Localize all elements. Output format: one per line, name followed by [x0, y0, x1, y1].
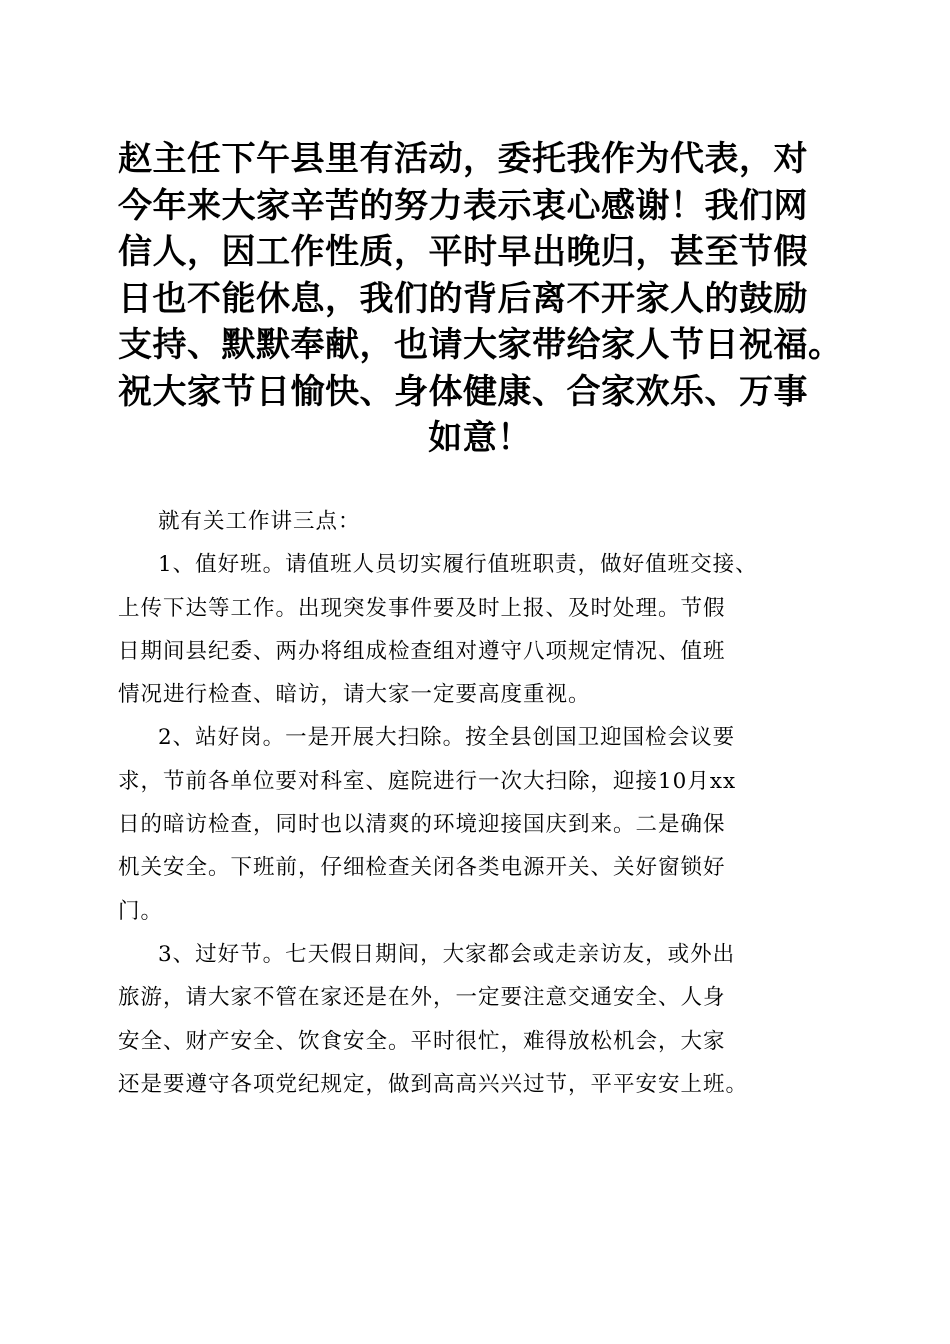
heading-line: 今年来大家辛苦的努力表示衷心感谢！我们网 [118, 185, 808, 226]
point-3-paragraph [118, 933, 842, 1106]
paragraph-line: 日期间县纪委、两办将组成检查组对遵守八项规定情况、值班 [118, 638, 726, 664]
paragraph-line: 求，节前各单位要对科室、庭院进行一次大扫除，迎接10月xx [118, 768, 737, 794]
intro-paragraph: 就有关工作讲三点： [158, 509, 361, 534]
paragraph-line: 门。 [118, 898, 164, 924]
paragraph-line: 上传下达等工作。出现突发事件要及时上报、及时处理。节假 [118, 595, 726, 621]
paragraph-line: 情况进行检查、暗访，请大家一定要高度重视。 [118, 682, 591, 708]
paragraph-line: 1、值好班。请值班人员切实履行值班职责，做好值班交接、 [158, 552, 758, 578]
point-1-paragraph [118, 543, 842, 716]
paragraph-line: 旅游，请大家不管在家还是在外，一定要注意交通安全、人身 [118, 985, 726, 1011]
heading-line: 日也不能休息，我们的背后离不开家人的鼓励 [118, 278, 808, 319]
paragraph-line: 2、站好岗。一是开展大扫除。按全县创国卫迎国检会议要 [158, 725, 736, 751]
heading-line: 赵主任下午县里有活动，委托我作为代表，对 [118, 139, 808, 179]
paragraph-line: 日的暗访检查，同时也以清爽的环境迎接国庆到来。二是确保 [118, 812, 726, 838]
heading-line: 信人，因工作性质，平时早出晚归，甚至节假 [118, 232, 808, 272]
document-body [118, 500, 842, 1106]
heading-line: 支持、默默奉献，也请大家带给家人节日祝福。 [118, 325, 843, 365]
greeting-heading [118, 136, 842, 462]
heading-line-last: 如意！ [428, 418, 532, 458]
heading-line: 祝大家节日愉快、身体健康、合家欢乐、万事 [118, 371, 808, 412]
paragraph-line: 还是要遵守各项党纪规定，做到高高兴兴过节，平平安安上班。 [118, 1071, 749, 1097]
paragraph-line: 安全、财产安全、饮食安全。平时很忙，难得放松机会，大家 [118, 1028, 726, 1054]
point-2-paragraph [118, 716, 842, 932]
paragraph-line: 机关安全。下班前，仔细检查关闭各类电源开关、关好窗锁好 [118, 855, 726, 881]
paragraph-line: 3、过好节。七天假日期间，大家都会或走亲访友，或外出 [158, 941, 736, 967]
